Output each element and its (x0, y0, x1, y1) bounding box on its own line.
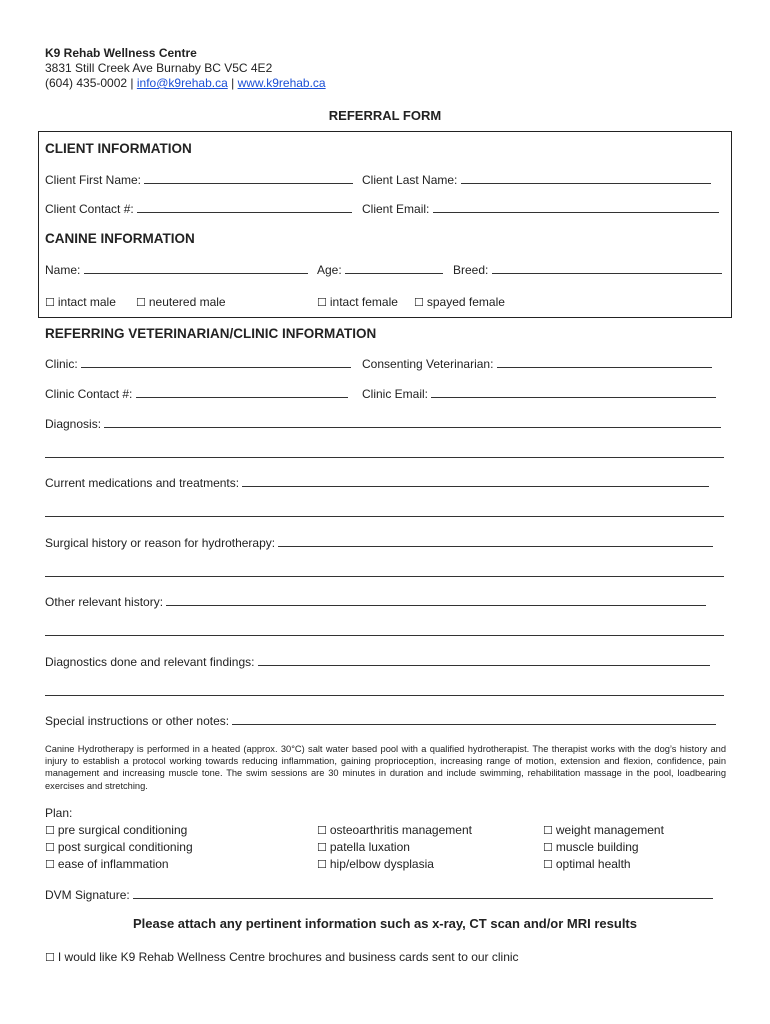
dog-name-label: Name: (45, 263, 81, 277)
breed-field[interactable] (492, 264, 722, 274)
plan-option-label: weight management (555, 823, 664, 837)
client-contact-label: Client Contact #: (45, 202, 134, 216)
intact-female-option[interactable] (317, 295, 398, 309)
breed-label: Breed: (453, 263, 489, 277)
checkbox-icon[interactable]: ☐ (317, 858, 327, 871)
email-link[interactable]: info@k9rehab.ca (136, 76, 228, 90)
clinic-row (45, 357, 351, 371)
checkbox-icon[interactable]: ☐ (45, 951, 55, 964)
medications-field-continued[interactable] (45, 507, 724, 517)
diagnostics-field[interactable] (258, 656, 710, 666)
signature-row (45, 888, 713, 902)
website-link[interactable]: www.k9rehab.ca (237, 76, 326, 90)
surgical-history-label: Surgical history or reason for hydrotherapy: (45, 536, 276, 550)
client-email-label: Client Email: (362, 202, 430, 216)
client-canine-box (38, 131, 732, 318)
client-email-field[interactable] (433, 203, 719, 213)
diagnostics-line-2 (45, 685, 724, 699)
signature-field[interactable] (133, 889, 713, 899)
plan-option-label: post surgical conditioning (57, 840, 193, 854)
medications-field[interactable] (242, 477, 709, 487)
checkbox-icon[interactable]: ☐ (45, 858, 55, 871)
option-label: neutered male (148, 295, 226, 309)
canine-heading: CANINE INFORMATION (45, 231, 195, 246)
plan-option-label: muscle building (555, 840, 639, 854)
clinic-contact-field[interactable] (136, 388, 348, 398)
clinic-email-field[interactable] (431, 388, 716, 398)
checkbox-icon[interactable]: ☐ (543, 824, 553, 837)
other-history-label: Other relevant history: (45, 595, 164, 609)
plan-option-pre-surgical[interactable] (45, 823, 187, 837)
plan-label: Plan: (45, 806, 73, 820)
org-contact-line (45, 76, 326, 91)
special-instructions-row (45, 714, 716, 728)
checkbox-icon[interactable]: ☐ (543, 858, 553, 871)
clinic-email-row (362, 387, 716, 401)
brochure-option-label: I would like K9 Rehab Wellness Centre brochures and business cards sent to our clinic (57, 950, 519, 964)
client-row-1 (45, 173, 353, 187)
plan-option-muscle[interactable] (543, 840, 639, 854)
diagnosis-label: Diagnosis: (45, 417, 102, 431)
checkbox-icon[interactable]: ☐ (45, 824, 55, 837)
org-phone: (604) 435-0002 (45, 76, 128, 90)
brochure-option[interactable] (45, 950, 519, 964)
intact-male-option[interactable] (45, 295, 116, 309)
signature-label: DVM Signature: (45, 888, 130, 902)
client-last-name-field[interactable] (461, 174, 711, 184)
client-first-name-label: Client First Name: (45, 173, 142, 187)
diagnosis-line-2 (45, 447, 724, 461)
clinic-label: Clinic: (45, 357, 78, 371)
medications-line-2 (45, 506, 724, 520)
option-label: intact female (329, 295, 398, 309)
plan-option-label: optimal health (555, 857, 631, 871)
medications-label: Current medications and treatments: (45, 476, 240, 490)
separator: | (227, 76, 238, 90)
surgical-history-line-2 (45, 566, 724, 580)
plan-option-inflammation[interactable] (45, 857, 169, 871)
age-field[interactable] (345, 264, 443, 274)
option-label: intact male (57, 295, 116, 309)
checkbox-icon[interactable]: ☐ (317, 824, 327, 837)
client-row-2 (45, 202, 352, 216)
diagnostics-row (45, 655, 710, 669)
plan-option-osteoarthritis[interactable] (317, 823, 472, 837)
other-history-row (45, 595, 706, 609)
checkbox-icon[interactable]: ☐ (543, 841, 553, 854)
surgical-history-field[interactable] (278, 537, 713, 547)
client-last-name-row (362, 173, 711, 187)
form-title: REFERRAL FORM (328, 108, 442, 123)
surgical-history-field-continued[interactable] (45, 567, 724, 577)
attach-note: Please attach any pertinent information such as x-ray, CT scan and/or MRI results (132, 916, 637, 931)
org-name: K9 Rehab Wellness Centre (45, 46, 197, 60)
other-history-line-2 (45, 625, 724, 639)
client-contact-field[interactable] (137, 203, 352, 213)
clinic-email-label: Clinic Email: (362, 387, 429, 401)
consenting-vet-field[interactable] (497, 358, 712, 368)
hydrotherapy-description: Canine Hydrotherapy is performed in a heated (approx. 30°C) salt water based pool with a qualified hydrotherapist. The therapist works with the dog’s history and injury to establish a protocol working towards reducing inflammation, gaining proprioception, increasing range of motion, extension and flexion, confidence, pain management and increasing muscle tone. The swim sessions are 30 minutes in duration and include swimming, rehabilitation massage in the pool, loadbearing exercises and stretching. (45, 744, 726, 791)
client-heading: CLIENT INFORMATION (45, 141, 192, 156)
letterhead (45, 46, 326, 91)
clinic-contact-label: Clinic Contact #: (45, 387, 133, 401)
vet-heading: REFERRING VETERINARIAN/CLINIC INFORMATION (45, 326, 377, 341)
client-email-row (362, 202, 719, 216)
age-row (317, 263, 443, 277)
other-history-field-continued[interactable] (45, 626, 724, 636)
plan-option-label: pre surgical conditioning (57, 823, 188, 837)
clinic-contact-row (45, 387, 348, 401)
checkbox-icon[interactable]: ☐ (414, 296, 424, 309)
diagnosis-field-continued[interactable] (45, 448, 724, 458)
checkbox-icon[interactable]: ☐ (136, 296, 146, 309)
checkbox-icon[interactable]: ☐ (317, 296, 327, 309)
dog-name-field[interactable] (84, 264, 308, 274)
special-instructions-label: Special instructions or other notes: (45, 714, 230, 728)
special-instructions-field[interactable] (232, 715, 716, 725)
other-history-field[interactable] (166, 596, 706, 606)
consenting-vet-label: Consenting Veterinarian: (362, 357, 494, 371)
plan-option-label: hip/elbow dysplasia (329, 857, 434, 871)
checkbox-icon[interactable]: ☐ (45, 841, 55, 854)
diagnostics-label: Diagnostics done and relevant findings: (45, 655, 255, 669)
separator: | (127, 76, 137, 90)
medications-row (45, 476, 709, 490)
option-label: spayed female (426, 295, 505, 309)
plan-option-label: ease of inflammation (57, 857, 169, 871)
plan-option-label: osteoarthritis management (329, 823, 472, 837)
neutered-male-option[interactable] (136, 295, 226, 309)
plan-option-health[interactable] (543, 857, 631, 871)
org-address: 3831 Still Creek Ave Burnaby BC V5C 4E2 (45, 61, 273, 75)
clinic-field[interactable] (81, 358, 351, 368)
diagnostics-field-continued[interactable] (45, 686, 724, 696)
diagnosis-row (45, 417, 721, 431)
breed-row (453, 263, 722, 277)
checkbox-icon[interactable]: ☐ (45, 296, 55, 309)
age-label: Age: (317, 263, 342, 277)
surgical-history-row (45, 536, 713, 550)
diagnosis-field[interactable] (104, 418, 721, 428)
consenting-vet-row (362, 357, 712, 371)
plan-option-patella[interactable] (317, 840, 410, 854)
plan-option-post-surgical[interactable] (45, 840, 193, 854)
canine-row-1 (45, 263, 308, 277)
client-last-name-label: Client Last Name: (362, 173, 458, 187)
checkbox-icon[interactable]: ☐ (317, 841, 327, 854)
plan-option-dysplasia[interactable] (317, 857, 434, 871)
client-first-name-field[interactable] (144, 174, 353, 184)
plan-option-weight[interactable] (543, 823, 664, 837)
spayed-female-option[interactable] (414, 295, 505, 309)
plan-option-label: patella luxation (329, 840, 410, 854)
